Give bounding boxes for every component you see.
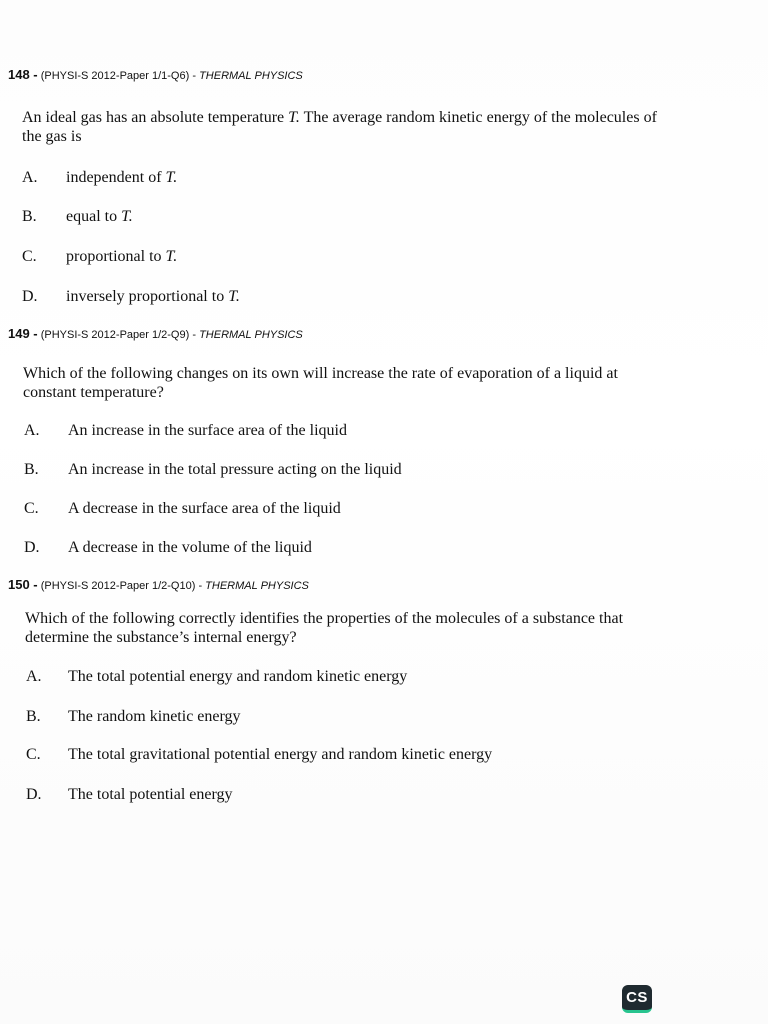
option-variable: T. xyxy=(165,169,178,186)
option-letter: A. xyxy=(22,169,38,186)
option-letter: C. xyxy=(24,500,39,517)
option-c[interactable] xyxy=(24,499,341,519)
option-letter: D. xyxy=(24,539,40,556)
option-d[interactable] xyxy=(24,538,312,558)
question-stem-148 xyxy=(22,108,728,146)
stem-text-line2: constant temperature? xyxy=(23,384,164,401)
stem-text: Which of the following changes on its own will increase the rate of evaporation of a liquid at xyxy=(23,365,618,382)
option-text: equal to xyxy=(66,208,118,225)
question-header-148 xyxy=(8,67,303,82)
question-number: 148 - xyxy=(8,67,38,82)
option-letter: A. xyxy=(24,422,40,439)
question-number: 149 - xyxy=(8,326,38,341)
option-b[interactable] xyxy=(22,207,133,227)
stem-variable: T. xyxy=(288,109,300,126)
option-c[interactable] xyxy=(26,745,492,765)
logo-text: CS xyxy=(626,989,648,1006)
stem-text-continued: The average random kinetic energy of the molecules of xyxy=(303,109,657,126)
option-variable: T. xyxy=(228,288,240,305)
question-number: 150 - xyxy=(8,577,38,592)
option-c[interactable] xyxy=(22,247,177,267)
option-text: An increase in the surface area of the liquid xyxy=(68,422,347,439)
option-text: An increase in the total pressure acting on the liquid xyxy=(68,461,402,478)
option-letter: A. xyxy=(26,668,42,685)
question-header-149 xyxy=(8,326,303,341)
option-variable: T. xyxy=(165,248,178,265)
question-source: (PHYSI-S 2012-Paper 1/1-Q6) - xyxy=(40,70,196,82)
option-a[interactable] xyxy=(22,168,177,188)
option-text: The total potential energy and random kinetic energy xyxy=(68,668,408,685)
option-b[interactable] xyxy=(24,460,402,480)
option-a[interactable] xyxy=(26,667,407,687)
question-topic: THERMAL PHYSICS xyxy=(205,580,309,592)
option-variable: T. xyxy=(121,208,133,225)
option-d[interactable] xyxy=(22,287,240,307)
stem-text-line2: the gas is xyxy=(22,128,82,145)
option-letter: D. xyxy=(26,786,42,803)
option-letter: B. xyxy=(26,708,41,725)
stem-text: Which of the following correctly identifies the properties of the molecules of a substance that xyxy=(25,610,624,627)
stem-text: An ideal gas has an absolute temperature xyxy=(22,109,285,126)
option-text: proportional to xyxy=(66,248,162,265)
option-a[interactable] xyxy=(24,421,347,441)
question-source: (PHYSI-S 2012-Paper 1/2-Q9) - xyxy=(40,329,196,341)
option-text: A decrease in the volume of the liquid xyxy=(68,539,312,556)
question-stem-150 xyxy=(25,609,716,647)
question-source: (PHYSI-S 2012-Paper 1/2-Q10) - xyxy=(40,580,203,592)
option-text: inversely proportional to xyxy=(66,288,225,305)
option-letter: D. xyxy=(22,288,38,305)
stem-text-line2: determine the substance’s internal energy? xyxy=(25,629,297,646)
option-text: The total potential energy xyxy=(68,786,233,803)
camscanner-logo-icon xyxy=(622,985,652,1013)
question-stem-149 xyxy=(23,364,719,402)
option-b[interactable] xyxy=(26,707,241,727)
option-text: The total gravitational potential energy and random kinetic energy xyxy=(68,746,493,763)
option-text: The random kinetic energy xyxy=(68,708,241,725)
option-text: A decrease in the surface area of the liquid xyxy=(68,500,341,517)
question-header-150 xyxy=(8,577,309,592)
question-topic: THERMAL PHYSICS xyxy=(199,329,303,341)
option-text: independent of xyxy=(66,169,162,186)
question-topic: THERMAL PHYSICS xyxy=(199,70,303,82)
option-letter: B. xyxy=(22,208,37,225)
option-d[interactable] xyxy=(26,785,233,805)
option-letter: C. xyxy=(26,746,41,763)
option-letter: B. xyxy=(24,461,39,478)
option-letter: C. xyxy=(22,248,37,265)
